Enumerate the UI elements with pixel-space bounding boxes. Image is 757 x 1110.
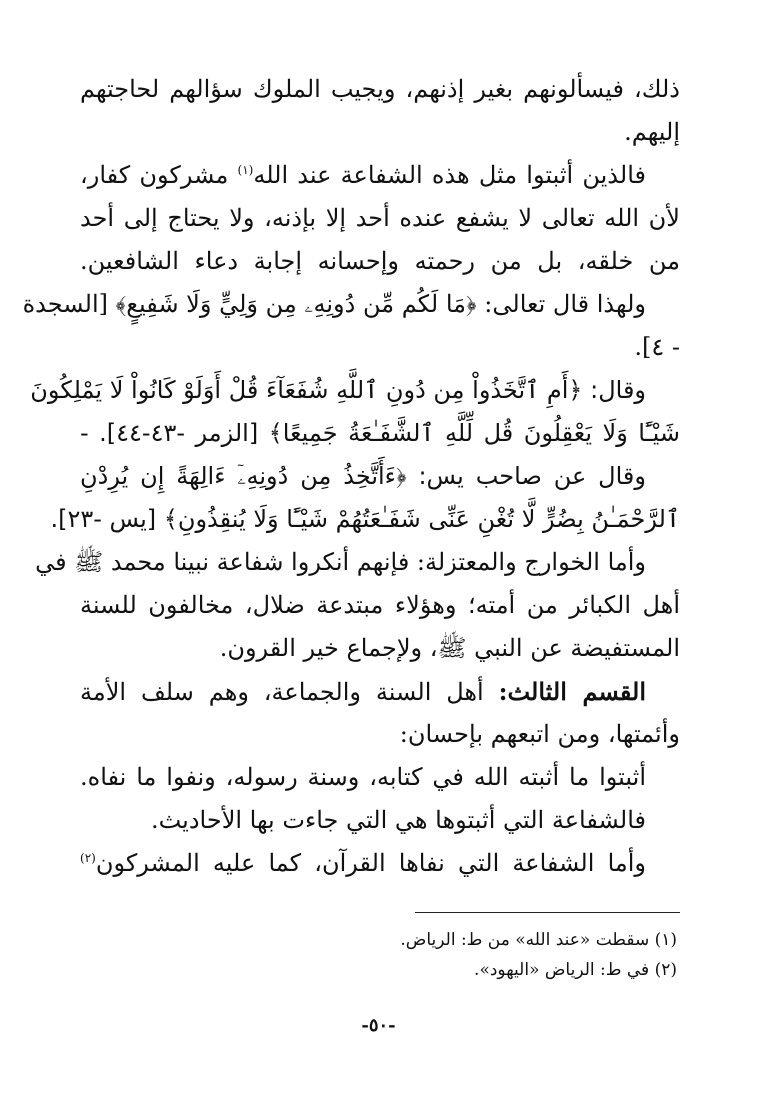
text-line-19 — [80, 842, 680, 885]
text-line-3-tail: مشركون كفار، — [80, 161, 238, 189]
text-line-13: أهل الكبائر من أمته؛ وهؤلاء مبتدعة ضلال، مخالفون للسنة — [80, 591, 680, 619]
text-line-15-rest: أهل السنة والجماعة، وهم سلف الأمة — [80, 678, 484, 706]
page-number: -٥٠- — [361, 1015, 396, 1036]
verse-line-1: وقال: ﴿أَمِ ٱتَّخَذُواْ مِن دُونِ ٱللَّهِ شُفَعَآءَ قُلْ أَوَلَوْ كَانُواْ لَا يَمْلِكُونَ — [30, 376, 646, 404]
text-line-2: إليهم. — [624, 118, 680, 146]
footnote-separator — [415, 912, 680, 913]
text-line-1: ذلك، فيسألونهم بغير إذنهم، ويجيب الملوك سؤالهم لحاجتهم — [80, 75, 680, 103]
footnote-ref-1[interactable]: (١) — [237, 163, 254, 177]
verse-line-4: ٱلرَّحْمَـٰنُ بِضُرٍّ لَّا تُغْنِ عَنِّى شَفَـٰعَتُهُمْ شَيْـًٔا وَلَا يُنقِذُونِ﴾ [يس -٢٣]. — [50, 505, 680, 533]
text-line-17: أثبتوا ما أثبته الله في كتابه، وسنة رسوله، ونفوا ما نفاه. — [80, 763, 646, 791]
text-line-6: ولهذا قال تعالى: ﴿مَا لَكُم مِّن دُونِهِۦ مِن وَلِيٍّ وَلَا شَفِيعٍ﴾ [السجدة — [22, 290, 646, 318]
verse-line-2: شَيْـًٔا وَلَا يَعْقِلُونَ قُل لِّلَّهِ ٱلشَّفَـٰعَةُ جَمِيعًا﴾ [الزمر -٤٣-٤٤]. - — [80, 419, 681, 447]
text-line-15 — [80, 670, 680, 713]
text-line-4: لأن الله تعالى لا يشفع عنده أحد إلا بإذنه، ولا يحتاج إلى أحد — [80, 204, 680, 232]
text-line-18: فالشفاعة التي أثبتوها هي التي جاءت بها الأحاديث. — [150, 806, 646, 834]
section-heading: القسم الثالث: — [498, 677, 646, 706]
text-line-3 — [80, 154, 680, 197]
text-line-3-main: فالذين أثبتوا مثل هذه الشفاعة عند الله — [253, 161, 646, 189]
footnote-1: (١) سقطت «عند الله» من ط: الرياض. — [400, 930, 677, 950]
text-line-5: من خلقه، بل من رحمته وإحسانه إجابة دعاء الشافعين. — [80, 247, 680, 275]
text-line-14: المستفيضة عن النبي ﷺ، ولإجماع خير القرون. — [219, 634, 680, 662]
footnote-2: (٢) في ط: الرياض «اليهود». — [474, 960, 677, 980]
body-text — [22, 68, 681, 885]
footnotes — [77, 925, 677, 985]
text-line-12: وأما الخوارج والمعتزلة: فإنهم أنكروا شفاعة نبينا محمد ﷺ في — [35, 548, 646, 576]
footnote-ref-2[interactable]: (٢) — [80, 851, 96, 865]
text-line-7: - ٤]. — [634, 333, 680, 361]
text-line-16: وأئمتها، ومن اتبعهم بإحسان: — [399, 720, 680, 748]
verse-line-3: وقال عن صاحب يس: ﴿ءَأَتَّخِذُ مِن دُونِهِۦٓ ءَالِهَةً إِن يُرِدْنِ — [80, 462, 646, 490]
text-line-19-main: وأما الشفاعة التي نفاها القرآن، كما عليه المشركون — [95, 849, 646, 877]
